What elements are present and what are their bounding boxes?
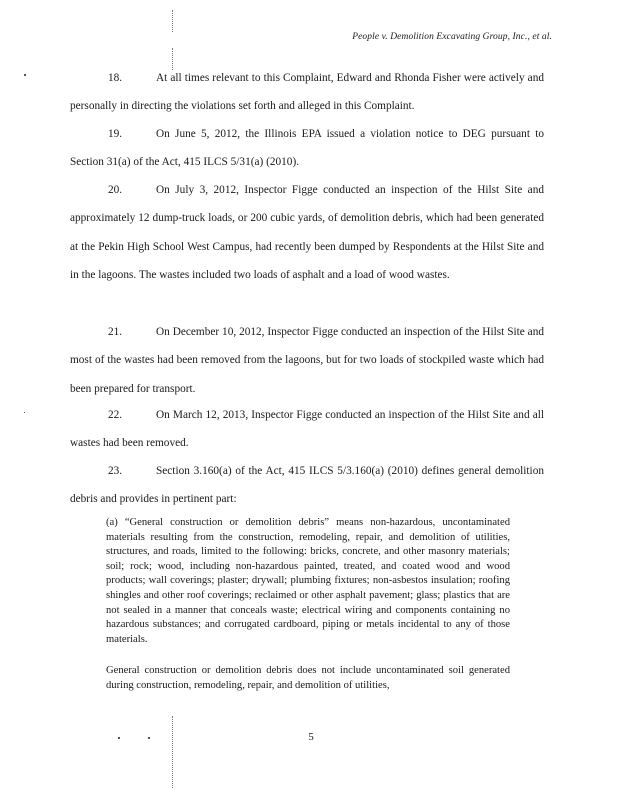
paragraph-number: 19.	[108, 128, 123, 140]
paragraph-21	[70, 318, 544, 403]
paragraph-text: At all times relevant to this Complaint, Edward and Rhonda Fisher were actively and personally in directing the violations set forth and alleged in this Complaint.	[70, 72, 544, 113]
block-quote-exclusion: General construction or demolition debris does not include uncontaminated soil generated during construction, remodeling, repair, and demolition of utilities,	[106, 665, 510, 691]
scan-speck	[24, 412, 25, 413]
paragraph-18	[70, 64, 544, 121]
scan-artifact-bottom	[172, 716, 175, 788]
paragraph-number: 23.	[108, 465, 123, 477]
paragraph-text: On June 5, 2012, the Illinois EPA issued a violation notice to DEG pursuant to Section 31(a) of the Act, 415 ILCS 5/31(a) (2010).	[70, 128, 544, 169]
paragraph-number: 21.	[108, 326, 123, 338]
page-number: 5	[308, 731, 314, 743]
paragraph-22	[70, 401, 544, 458]
block-quote-definition: (a) “General construction or demolition debris” means non-hazardous, uncontaminated materials resulting from the construction, remodeling, repair, and demolition of utilities, structures, and roads, limited to the following: bricks, concrete, and other masonry materials; soil; rock; wood, including non-hazardous painted, treated, and coated wood and wood products; wall coverings; plaster; drywall; plumbing fixtures; non-asbestos insulation; roofing shingles and other roof coverings; reclaimed or other asphalt pavement; glass; plastics that are not sealed in a manner that conceals waste; electrical wiring and components containing no hazardous substances; and corrugated cardboard, piping or metals incidental to any of those materials.	[106, 517, 510, 645]
running-header: People v. Demolition Excavating Group, Inc., et al.	[352, 32, 552, 42]
paragraph-23	[70, 457, 544, 514]
paragraph-text: Section 3.160(a) of the Act, 415 ILCS 5/3.160(a) (2010) defines general demolition debris and provides in pertinent part:	[70, 465, 544, 506]
paragraph-19	[70, 120, 544, 177]
paragraph-text: On July 3, 2012, Inspector Figge conducted an inspection of the Hilst Site and approximately 12 dump-truck loads, or 200 cubic yards, of demolition debris, which had been generated at the Pekin High School West Campus, had recently been dumped by Respondents at the Hilst Site and in the lagoons. The wastes included two loads of asphalt and a load of wood wastes.	[70, 184, 544, 282]
paragraph-number: 18.	[108, 72, 123, 84]
paragraph-number: 22.	[108, 409, 123, 421]
paragraph-text: On March 12, 2013, Inspector Figge conducted an inspection of the Hilst Site and all wastes had been removed.	[70, 409, 544, 450]
scan-speck	[24, 74, 26, 76]
paragraph-number: 20.	[108, 184, 123, 196]
paragraph-20	[70, 176, 544, 290]
paragraph-text: On December 10, 2012, Inspector Figge conducted an inspection of the Hilst Site and most of the wastes had been removed from the lagoons, but for two loads of stockpiled waste which had been prepared for transport.	[70, 326, 544, 395]
scan-artifact-top	[172, 10, 175, 32]
